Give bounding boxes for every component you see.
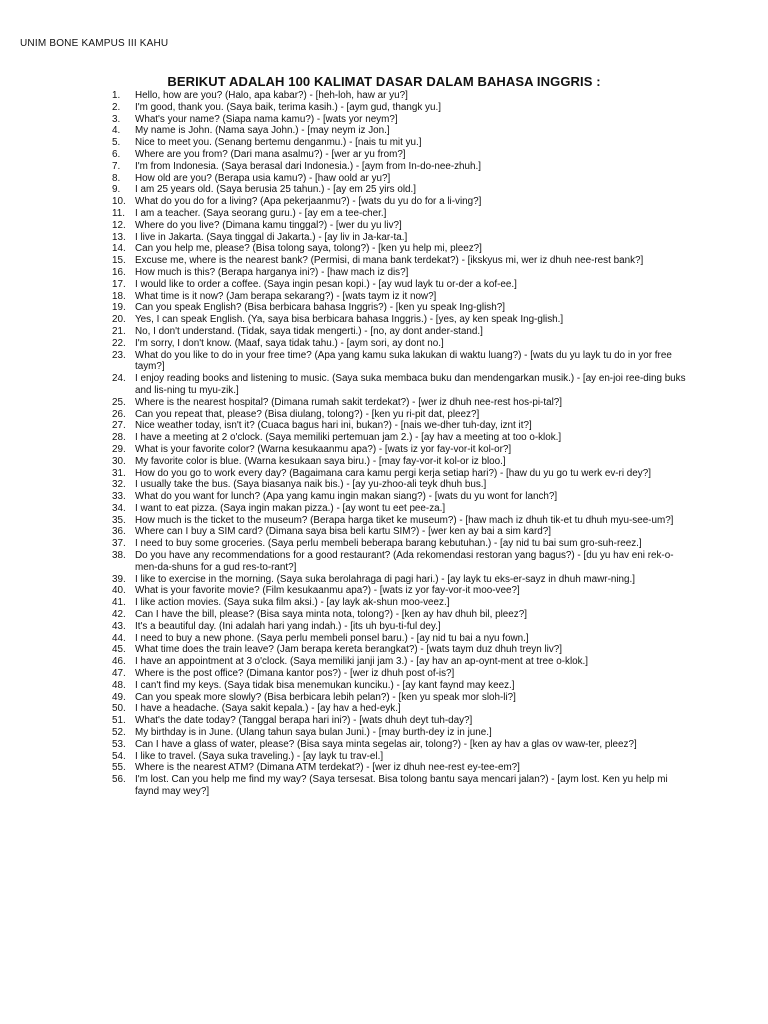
list-item-number: 45. [112,644,126,656]
list-item [112,125,692,137]
list-item [112,302,692,314]
list-item-number: 10. [112,196,126,208]
list-item [112,326,692,338]
list-item-number: 3. [112,113,121,125]
list-item-number: 54. [112,750,126,762]
list-item-text: My name is John. (Nama saya John.) - [may neym iz Jon.] [135,125,390,137]
list-item [112,267,692,279]
list-item [112,774,692,798]
list-item-number: 19. [112,302,126,314]
list-item-number: 2. [112,101,121,113]
list-item [112,727,692,739]
list-item-number: 44. [112,632,126,644]
list-item-text: My favorite color is blue. (Warna kesukaan saya biru.) - [may fay-vor-it kol-or iz bloo.] [135,455,506,467]
list-item-text: I usually take the bus. (Saya biasanya naik bis.) - [ay yu-zhoo-ali teyk dhuh bus.] [135,479,487,491]
list-item [112,232,692,244]
list-item-text: Can I have the bill, please? (Bisa saya minta nota, tolong?) - [ken ay hav dhuh bil, pleez?] [135,609,527,621]
list-item-text: Where do you live? (Dimana kamu tinggal?) - [wer du yu liv?] [135,219,402,231]
list-item-text: Can you speak more slowly? (Bisa berbicara lebih pelan?) - [ken yu speak mor sloh-li?] [135,691,516,703]
list-item-text: Yes, I can speak English. (Ya, saya bisa berbicara bahasa Inggris.) - [yes, ay ken speak Ing-glish.] [135,314,564,326]
list-item-number: 52. [112,727,126,739]
list-item-text: Where is the nearest hospital? (Dimana rumah sakit terdekat?) - [wer iz dhuh nee-rest hos-pi-tal?] [135,396,563,408]
list-item-number: 16. [112,266,126,278]
list-item-number: 46. [112,656,126,668]
list-item-number: 39. [112,573,126,585]
list-item-text: How much is the ticket to the museum? (Berapa harga tiket ke museum?) - [haw mach iz dhuh tik-et tu dhuh myu-see-um?] [135,514,674,526]
list-item-text: Can you help me, please? (Bisa tolong saya, tolong?) - [ken yu help mi, pleez?] [135,243,482,255]
list-item-number: 9. [112,184,121,196]
list-item-text: Can you repeat that, please? (Bisa diulang, tolong?) - [ken yu ri-pit dat, pleez?] [135,408,480,420]
list-item [112,149,692,161]
list-item [112,432,692,444]
document-title: BERIKUT ADALAH 100 KALIMAT DASAR DALAM BAHASA INGGRIS : [167,74,601,89]
list-item-number: 35. [112,514,126,526]
list-item-text: I have an appointment at 3 o'clock. (Saya memiliki janji jam 3.) - [ay hav an ap-oynt-ment at tree o-klok.] [135,656,589,668]
list-item-text: How old are you? (Berapa usia kamu?) - [haw oold ar yu?] [135,172,391,184]
list-item [112,397,692,409]
list-item [112,526,692,538]
list-item-number: 24. [112,373,126,385]
list-item-text: Where can I buy a SIM card? (Dimana saya bisa beli kartu SIM?) - [wer ken ay bai a sim kard?] [135,526,552,538]
list-item-text: What's the date today? (Tanggal berapa hari ini?) - [wats dhuh deyt tuh-day?] [135,715,473,727]
list-item-text: I need to buy a new phone. (Saya perlu membeli ponsel baru.) - [ay nid tu bai a nyu fown.] [135,632,529,644]
list-item-text: Nice weather today, isn't it? (Cuaca bagus hari ini, bukan?) - [nais we-dher tuh-day, iznt it?] [135,420,532,432]
list-item-text: I have a headache. (Saya sakit kepala.) - [ay hav a hed-eyk.] [135,703,401,715]
list-item-number: 6. [112,148,121,160]
list-item-number: 49. [112,691,126,703]
list-item-number: 47. [112,668,126,680]
list-item-number: 26. [112,408,126,420]
list-item-number: 25. [112,396,126,408]
list-item [112,444,692,456]
list-item [112,751,692,763]
list-item-text: I want to eat pizza. (Saya ingin makan pizza.) - [ay wont tu eet pee-za.] [135,502,446,514]
list-item-number: 5. [112,137,121,149]
list-item-number: 42. [112,609,126,621]
list-item-text: What do you do for a living? (Apa pekerjaanmu?) - [wats du yu do for a li-ving?] [135,196,482,208]
list-item-number: 43. [112,620,126,632]
list-item [112,161,692,173]
list-item-number: 32. [112,479,126,491]
list-item-number: 17. [112,278,126,290]
list-item-text: I enjoy reading books and listening to music. (Saya suka membaca buku dan mendengarkan musik.) - [ay en-joi ree-ding buks and lis-ning tu myu-zik.] [135,373,686,396]
list-item [112,255,692,267]
list-item-number: 37. [112,538,126,550]
list-item-number: 18. [112,290,126,302]
list-item-number: 1. [112,90,121,101]
list-item [112,373,692,397]
list-item-text: I like to exercise in the morning. (Saya suka berolahraga di pagi hari.) - [ay layk tu eks-er-sayz in dhuh mawr-ning.] [135,573,636,585]
list-item-number: 34. [112,502,126,514]
list-item [112,137,692,149]
list-item [112,656,692,668]
list-item-text: Can I have a glass of water, please? (Bisa saya minta segelas air, tolong?) - [ken ay hav a glas ov waw-ter, pleez?] [135,738,637,750]
list-item [112,550,692,574]
list-item-number: 51. [112,715,126,727]
list-item-text: How much is this? (Berapa harganya ini?) - [haw mach iz dis?] [135,266,409,278]
list-item-text: I need to buy some groceries. (Saya perlu membeli beberapa barang kebutuhan.) - [ay nid tu bai sum gro-suh-reez.] [135,538,642,550]
list-item [112,479,692,491]
list-item-number: 4. [112,125,121,137]
list-item-number: 21. [112,325,126,337]
list-item [112,609,692,621]
list-item-number: 27. [112,420,126,432]
list-item-text: What do you want for lunch? (Apa yang kamu ingin makan siang?) - [wats du yu wont for lanch?] [135,491,558,503]
list-item [112,574,692,586]
list-item-text: I am 25 years old. (Saya berusia 25 tahun.) - [ay em 25 yirs old.] [135,184,417,196]
list-item-number: 40. [112,585,126,597]
list-item-text: What is your favorite movie? (Film kesukaanmu apa?) - [wats iz yor fay-vor-it moo-vee?] [135,585,520,597]
list-item-number: 7. [112,160,121,172]
list-item-text: Can you speak English? (Bisa berbicara bahasa Inggris?) - [ken yu speak Ing-glish?] [135,302,505,314]
list-item-text: I would like to order a coffee. (Saya ingin pesan kopi.) - [ay wud layk tu or-der a kof-ee.] [135,278,517,290]
list-item-number: 13. [112,231,126,243]
list-item [112,668,692,680]
list-item-text: Where is the nearest ATM? (Dimana ATM terdekat?) - [wer iz dhuh nee-rest ey-tee-em?] [135,762,520,774]
list-item-number: 48. [112,679,126,691]
list-item [112,680,692,692]
list-item [112,173,692,185]
list-item [112,739,692,751]
list-item-number: 11. [112,207,125,219]
list-item-text: Excuse me, where is the nearest bank? (Permisi, di mana bank terdekat?) - [ikskyus mi, wer iz dhuh nee-rest bank?] [135,255,644,267]
list-item-number: 38. [112,550,126,562]
list-item-text: Do you have any recommendations for a good restaurant? (Ada rekomendasi restoran yang bagus?) - [du yu hav eni rek-o-men-da-shuns for a gud res-to-rant?] [135,550,674,573]
list-item-text: How do you go to work every day? (Bagaimana cara kamu pergi kerja setiap hari?) - [haw du yu go tu werk ev-ri dey?] [135,467,651,479]
list-item [112,715,692,727]
list-item-text: My birthday is in June. (Ulang tahun saya bulan Juni.) - [may burth-dey iz in june.] [135,727,492,739]
list-item [112,633,692,645]
list-item-number: 30. [112,455,126,467]
list-item-number: 22. [112,337,126,349]
list-item-number: 53. [112,738,126,750]
list-item [112,692,692,704]
list-item [112,90,692,102]
list-item [112,338,692,350]
list-item [112,314,692,326]
list-item [112,644,692,656]
list-item-number: 31. [112,467,126,479]
list-item [112,114,692,126]
list-item-number: 14. [112,243,126,255]
list-item-number: 50. [112,703,126,715]
list-item [112,491,692,503]
list-item [112,468,692,480]
list-item-number: 28. [112,432,126,444]
list-item-text: I have a meeting at 2 o'clock. (Saya memiliki pertemuan jam 2.) - [ay hav a meeting at too o-klok.] [135,432,562,444]
list-item [112,184,692,196]
list-item [112,420,692,432]
list-item [112,456,692,468]
list-item [112,409,692,421]
list-item-text: I like to travel. (Saya suka traveling.) - [ay layk tu trav-el.] [135,750,384,762]
list-item-number: 56. [112,774,126,786]
document-header: UNIM BONE KAMPUS III KAHU [20,38,169,49]
list-item-text: What do you like to do in your free time? (Apa yang kamu suka lakukan di waktu luang?) - [wats du yu layk tu do in yor free taym?] [135,349,672,373]
list-item [112,585,692,597]
list-item-text: What time does the train leave? (Jam berapa kereta berangkat?) - [wats taym duz dhuh treyn liv?] [135,644,563,656]
list-item-text: I am a teacher. (Saya seorang guru.) - [ay em a tee-cher.] [135,207,387,219]
list-item [112,208,692,220]
list-item-text: I live in Jakarta. (Saya tinggal di Jakarta.) - [ay liv in Ja-kar-ta.] [135,231,408,243]
list-item-number: 20. [112,314,126,326]
list-item-number: 8. [112,172,121,184]
list-item-text: I like action movies. (Saya suka film aksi.) - [ay layk ak-shun moo-veez.] [135,597,450,609]
list-item [112,515,692,527]
list-item-text: I'm sorry, I don't know. (Maaf, saya tidak tahu.) - [aym sori, ay dont no.] [135,337,444,349]
list-item-text: I'm good, thank you. (Saya baik, terima kasih.) - [aym gud, thangk yu.] [135,101,441,113]
list-item [112,762,692,774]
list-item [112,102,692,114]
list-item [112,503,692,515]
list-item [112,597,692,609]
list-item-number: 55. [112,762,126,774]
list-item [112,703,692,715]
sentence-list [112,90,692,798]
list-item-number: 12. [112,219,126,231]
list-item-number: 23. [112,349,126,361]
list-item-text: I'm from Indonesia. (Saya berasal dari Indonesia.) - [aym from In-do-nee-zhuh.] [135,160,482,172]
list-item-text: Nice to meet you. (Senang bertemu denganmu.) - [nais tu mit yu.] [135,137,422,149]
list-item-number: 15. [112,255,126,267]
list-item-text: What time is it now? (Jam berapa sekarang?) - [wats taym iz it now?] [135,290,437,302]
list-item-text: What's your name? (Siapa nama kamu?) - [wats yor neym?] [135,113,398,125]
list-item-text: I can't find my keys. (Saya tidak bisa menemukan kunciku.) - [ay kant faynd may keez.] [135,679,515,691]
list-item-number: 41. [112,597,126,609]
list-item [112,621,692,633]
list-item-text: What is your favorite color? (Warna kesukaanmu apa?) - [wats iz yor fay-vor-it kol-or?] [135,443,512,455]
list-item-text: I'm lost. Can you help me find my way? (Saya tersesat. Bisa tolong bantu saya mencari jalan?) - [aym lost. Ken yu help mi faynd may wey?] [135,774,668,798]
list-item [112,220,692,232]
list-item-text: It's a beautiful day. (Ini adalah hari yang indah.) - [its uh byu-ti-ful dey.] [135,620,441,632]
list-item-text: Where is the post office? (Dimana kantor pos?) - [wer iz dhuh post of-is?] [135,668,455,680]
list-item [112,350,692,374]
list-item [112,291,692,303]
list-item [112,538,692,550]
list-item [112,196,692,208]
list-item-text: No, I don't understand. (Tidak, saya tidak mengerti.) - [no, ay dont ander-stand.] [135,325,483,337]
list-item [112,243,692,255]
list-item-number: 36. [112,526,126,538]
list-item [112,279,692,291]
list-item-number: 29. [112,443,126,455]
list-item-number: 33. [112,491,126,503]
list-item-text: Hello, how are you? (Halo, apa kabar?) - [heh-loh, haw ar yu?] [135,90,408,101]
list-item-text: Where are you from? (Dari mana asalmu?) - [wer ar yu from?] [135,148,406,160]
